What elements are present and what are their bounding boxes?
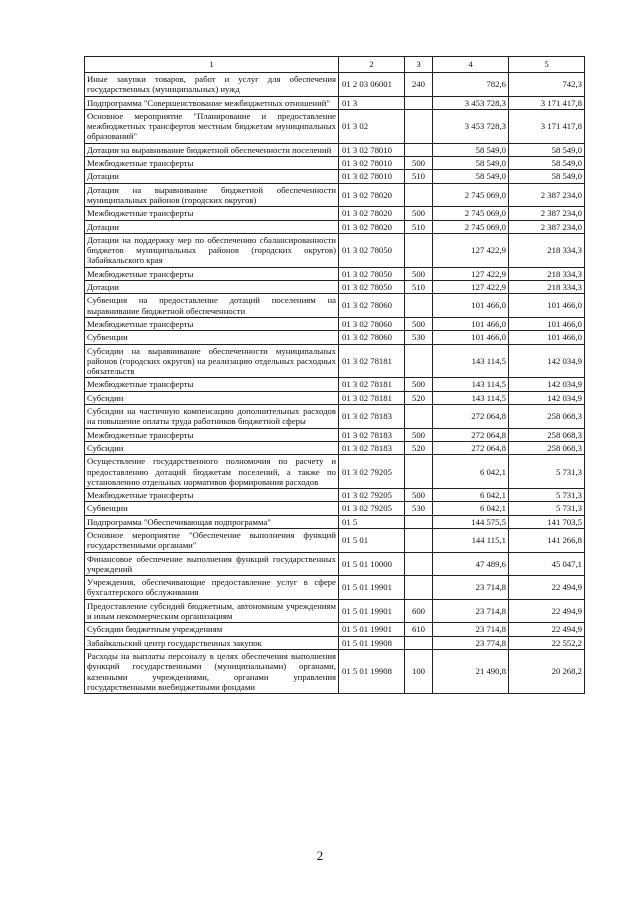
row-code: 01 3 02 78181 xyxy=(339,391,405,404)
row-code: 01 3 02 78050 xyxy=(339,281,405,294)
row-value-col5: 45 047,1 xyxy=(509,552,585,576)
row-name: Дотации на поддержку мер по обеспечению сбалансированности бюджетов муниципальных районов (городских округов) Забайкальского края xyxy=(85,233,339,267)
table-row xyxy=(85,502,585,515)
row-expense-type xyxy=(405,143,433,156)
row-expense-type: 100 xyxy=(405,649,433,693)
row-value-col5: 2 387 234,0 xyxy=(509,207,585,220)
row-name: Субсидии бюджетным учреждениям xyxy=(85,623,339,636)
header-row xyxy=(85,57,585,73)
row-code: 01 5 xyxy=(339,515,405,528)
row-expense-type: 500 xyxy=(405,157,433,170)
row-expense-type xyxy=(405,515,433,528)
row-code: 01 3 02 78183 xyxy=(339,428,405,441)
row-expense-type xyxy=(405,96,433,109)
row-value-col4: 58 549,0 xyxy=(433,157,509,170)
row-expense-type: 240 xyxy=(405,73,433,97)
page-number: 2 xyxy=(316,848,324,863)
row-name: Дотации xyxy=(85,281,339,294)
row-code: 01 5 01 10000 xyxy=(339,552,405,576)
table-row xyxy=(85,428,585,441)
column-header-1: 1 xyxy=(85,57,339,73)
table-row xyxy=(85,455,585,489)
row-expense-type: 500 xyxy=(405,428,433,441)
row-name: Дотации на выравнивание бюджетной обеспеченности поселений xyxy=(85,143,339,156)
row-code: 01 3 02 78010 xyxy=(339,170,405,183)
row-value-col5: 58 549,0 xyxy=(509,170,585,183)
table-row xyxy=(85,623,585,636)
row-value-col4: 782,6 xyxy=(433,73,509,97)
row-value-col5: 22 552,2 xyxy=(509,636,585,649)
row-value-col5: 258 068,3 xyxy=(509,441,585,454)
row-code: 01 3 02 78181 xyxy=(339,344,405,378)
row-name: Межбюджетные трансферты xyxy=(85,157,339,170)
row-name: Учреждения, обеспечивающие предоставление услуг в сфере бухгалтерского обслуживания xyxy=(85,576,339,600)
row-name: Субсидии на выравнивание обеспеченности муниципальных районов (городских округов) на реализацию отдельных расходных обязательств xyxy=(85,344,339,378)
row-value-col5: 5 731,3 xyxy=(509,455,585,489)
row-name: Расходы на выплаты персоналу в целях обеспечения выполнения функций государственными (муниципальными) органами, казенными учреждениями, органами управления государственными внебюджетными фондами xyxy=(85,649,339,693)
table-row xyxy=(85,73,585,97)
table-row xyxy=(85,220,585,233)
row-value-col5: 3 171 417,8 xyxy=(509,96,585,109)
row-expense-type: 610 xyxy=(405,623,433,636)
row-value-col5: 58 549,0 xyxy=(509,143,585,156)
row-code: 01 3 02 78010 xyxy=(339,157,405,170)
table-row xyxy=(85,233,585,267)
row-code: 01 5 01 19908 xyxy=(339,636,405,649)
row-name: Межбюджетные трансферты xyxy=(85,489,339,502)
row-code: 01 3 02 79205 xyxy=(339,489,405,502)
row-value-col4: 143 114,5 xyxy=(433,344,509,378)
table-row xyxy=(85,281,585,294)
table-row xyxy=(85,170,585,183)
row-code: 01 3 02 78181 xyxy=(339,378,405,391)
row-code: 01 3 02 78010 xyxy=(339,143,405,156)
row-name: Субсидии на частичную компенсацию дополнительных расходов на повышение оплаты труда работников бюджетной сферы xyxy=(85,405,339,429)
row-name: Дотации xyxy=(85,220,339,233)
table-row xyxy=(85,267,585,280)
row-expense-type: 500 xyxy=(405,267,433,280)
row-expense-type: 500 xyxy=(405,489,433,502)
table-row xyxy=(85,143,585,156)
row-value-col4: 2 745 069,0 xyxy=(433,183,509,207)
row-value-col5: 5 731,3 xyxy=(509,489,585,502)
row-value-col5: 258 068,3 xyxy=(509,428,585,441)
row-code: 01 2 03 06001 xyxy=(339,73,405,97)
row-code: 01 3 02 xyxy=(339,109,405,143)
table-row xyxy=(85,157,585,170)
row-value-col5: 3 171 417,8 xyxy=(509,109,585,143)
row-code: 01 5 01 19901 xyxy=(339,599,405,623)
row-code: 01 5 01 19901 xyxy=(339,623,405,636)
row-name: Предоставление субсидий бюджетным, автономным учреждениям и иным некоммерческим организациям xyxy=(85,599,339,623)
row-code: 01 3 02 78060 xyxy=(339,331,405,344)
row-code: 01 3 02 78050 xyxy=(339,267,405,280)
row-value-col4: 47 489,6 xyxy=(433,552,509,576)
table-row xyxy=(85,576,585,600)
row-value-col4: 21 490,8 xyxy=(433,649,509,693)
row-name: Забайкальский центр государственных закупок xyxy=(85,636,339,649)
row-name: Субвенции xyxy=(85,502,339,515)
row-name: Межбюджетные трансферты xyxy=(85,267,339,280)
table-row xyxy=(85,515,585,528)
table-row xyxy=(85,489,585,502)
table-row xyxy=(85,405,585,429)
row-code: 01 3 02 79205 xyxy=(339,502,405,515)
row-value-col4: 143 114,5 xyxy=(433,378,509,391)
row-name: Финансовое обеспечение выполнения функций государственных учреждений xyxy=(85,552,339,576)
row-expense-type xyxy=(405,455,433,489)
row-code: 01 3 02 78060 xyxy=(339,294,405,318)
row-value-col5: 22 494,9 xyxy=(509,576,585,600)
row-code: 01 3 02 78183 xyxy=(339,441,405,454)
row-value-col4: 23 714,8 xyxy=(433,623,509,636)
table-row xyxy=(85,528,585,552)
row-value-col5: 2 387 234,0 xyxy=(509,183,585,207)
row-code: 01 5 01 xyxy=(339,528,405,552)
row-name: Основное мероприятие "Планирование и предоставление межбюджетных трансфертов местным бюджетам муниципальных образований" xyxy=(85,109,339,143)
row-expense-type: 530 xyxy=(405,331,433,344)
row-value-col5: 58 549,0 xyxy=(509,157,585,170)
row-value-col4: 58 549,0 xyxy=(433,143,509,156)
row-expense-type: 510 xyxy=(405,281,433,294)
row-name: Субвенция на предоставление дотаций поселениям на выравнивание бюджетной обеспеченности xyxy=(85,294,339,318)
row-value-col4: 101 466,0 xyxy=(433,331,509,344)
row-value-col5: 142 034,9 xyxy=(509,378,585,391)
row-value-col5: 5 731,3 xyxy=(509,502,585,515)
table-row xyxy=(85,636,585,649)
column-header-5: 5 xyxy=(509,57,585,73)
row-name: Подпрограмма "Совершенствование межбюджетных отношений" xyxy=(85,96,339,109)
row-code: 01 3 xyxy=(339,96,405,109)
table-row xyxy=(85,96,585,109)
row-code: 01 3 02 79205 xyxy=(339,455,405,489)
row-expense-type: 510 xyxy=(405,170,433,183)
row-name: Межбюджетные трансферты xyxy=(85,317,339,330)
row-expense-type xyxy=(405,552,433,576)
row-value-col4: 144 575,5 xyxy=(433,515,509,528)
row-value-col4: 127 422,9 xyxy=(433,233,509,267)
table-row xyxy=(85,183,585,207)
table-row xyxy=(85,391,585,404)
row-code: 01 5 01 19901 xyxy=(339,576,405,600)
row-value-col5: 101 466,0 xyxy=(509,317,585,330)
column-header-4: 4 xyxy=(433,57,509,73)
row-name: Дотации на выравнивание бюджетной обеспеченности муниципальных районов (городских округов) xyxy=(85,183,339,207)
row-value-col5: 142 034,9 xyxy=(509,344,585,378)
column-header-2: 2 xyxy=(339,57,405,73)
row-code: 01 3 02 78020 xyxy=(339,207,405,220)
row-name: Дотации xyxy=(85,170,339,183)
row-value-col5: 141 266,8 xyxy=(509,528,585,552)
row-value-col4: 272 064,8 xyxy=(433,405,509,429)
row-code: 01 3 02 78060 xyxy=(339,317,405,330)
row-expense-type: 600 xyxy=(405,599,433,623)
table-row xyxy=(85,294,585,318)
row-name: Основное мероприятие "Обеспечение выполнения функций государственными органами" xyxy=(85,528,339,552)
row-expense-type xyxy=(405,183,433,207)
table-row xyxy=(85,109,585,143)
table-row xyxy=(85,649,585,693)
row-expense-type: 500 xyxy=(405,207,433,220)
row-expense-type: 500 xyxy=(405,317,433,330)
row-value-col4: 127 422,9 xyxy=(433,281,509,294)
budget-table xyxy=(84,56,585,694)
row-value-col4: 2 745 069,0 xyxy=(433,220,509,233)
row-value-col4: 6 042,1 xyxy=(433,455,509,489)
row-expense-type xyxy=(405,344,433,378)
row-value-col4: 23 774,8 xyxy=(433,636,509,649)
row-name: Субсидии xyxy=(85,391,339,404)
row-name: Иные закупки товаров, работ и услуг для обеспечения государственных (муниципальных) нужд xyxy=(85,73,339,97)
table-row xyxy=(85,344,585,378)
row-value-col5: 258 068,3 xyxy=(509,405,585,429)
row-expense-type xyxy=(405,294,433,318)
row-expense-type xyxy=(405,233,433,267)
row-value-col5: 101 466,0 xyxy=(509,331,585,344)
row-value-col4: 6 042,1 xyxy=(433,489,509,502)
row-value-col5: 218 334,3 xyxy=(509,233,585,267)
row-code: 01 3 02 78020 xyxy=(339,220,405,233)
row-expense-type xyxy=(405,636,433,649)
row-value-col5: 22 494,9 xyxy=(509,599,585,623)
row-value-col5: 101 466,0 xyxy=(509,294,585,318)
row-value-col4: 272 064,8 xyxy=(433,441,509,454)
row-name: Межбюджетные трансферты xyxy=(85,207,339,220)
row-value-col4: 3 453 728,3 xyxy=(433,96,509,109)
row-name: Подпрограмма "Обеспечивающая подпрограмма" xyxy=(85,515,339,528)
row-value-col4: 101 466,0 xyxy=(433,294,509,318)
row-name: Субвенции xyxy=(85,331,339,344)
row-value-col4: 272 064,8 xyxy=(433,428,509,441)
row-code: 01 3 02 78050 xyxy=(339,233,405,267)
row-expense-type: 520 xyxy=(405,441,433,454)
table-row xyxy=(85,317,585,330)
row-name: Межбюджетные трансферты xyxy=(85,428,339,441)
row-value-col4: 143 114,5 xyxy=(433,391,509,404)
row-value-col5: 141 703,5 xyxy=(509,515,585,528)
row-code: 01 3 02 78183 xyxy=(339,405,405,429)
table-row xyxy=(85,207,585,220)
row-expense-type xyxy=(405,528,433,552)
row-code: 01 3 02 78020 xyxy=(339,183,405,207)
row-expense-type: 500 xyxy=(405,378,433,391)
row-value-col4: 3 453 728,3 xyxy=(433,109,509,143)
row-expense-type: 510 xyxy=(405,220,433,233)
table-row xyxy=(85,599,585,623)
table-row xyxy=(85,331,585,344)
row-expense-type xyxy=(405,576,433,600)
row-value-col5: 742,3 xyxy=(509,73,585,97)
row-expense-type: 520 xyxy=(405,391,433,404)
row-expense-type: 530 xyxy=(405,502,433,515)
row-expense-type xyxy=(405,109,433,143)
row-value-col4: 2 745 069,0 xyxy=(433,207,509,220)
row-value-col5: 218 334,3 xyxy=(509,267,585,280)
row-code: 01 5 01 19908 xyxy=(339,649,405,693)
row-value-col4: 101 466,0 xyxy=(433,317,509,330)
row-value-col4: 23 714,8 xyxy=(433,599,509,623)
row-value-col4: 144 115,1 xyxy=(433,528,509,552)
row-value-col4: 6 042,1 xyxy=(433,502,509,515)
row-value-col5: 2 387 234,0 xyxy=(509,220,585,233)
row-value-col5: 20 268,2 xyxy=(509,649,585,693)
table-row xyxy=(85,552,585,576)
row-value-col5: 218 334,3 xyxy=(509,281,585,294)
row-value-col5: 142 034,9 xyxy=(509,391,585,404)
table-row xyxy=(85,441,585,454)
row-name: Осуществление государственного полномочия по расчету и предоставлению дотаций бюджетам поселений, а также по установлению отдельных нормативов формирования расходов xyxy=(85,455,339,489)
row-name: Межбюджетные трансферты xyxy=(85,378,339,391)
row-expense-type xyxy=(405,405,433,429)
column-header-3: 3 xyxy=(405,57,433,73)
table-row xyxy=(85,378,585,391)
row-value-col5: 22 494,9 xyxy=(509,623,585,636)
row-name: Субсидии xyxy=(85,441,339,454)
row-value-col4: 127 422,9 xyxy=(433,267,509,280)
row-value-col4: 23 714,8 xyxy=(433,576,509,600)
row-value-col4: 58 549,0 xyxy=(433,170,509,183)
